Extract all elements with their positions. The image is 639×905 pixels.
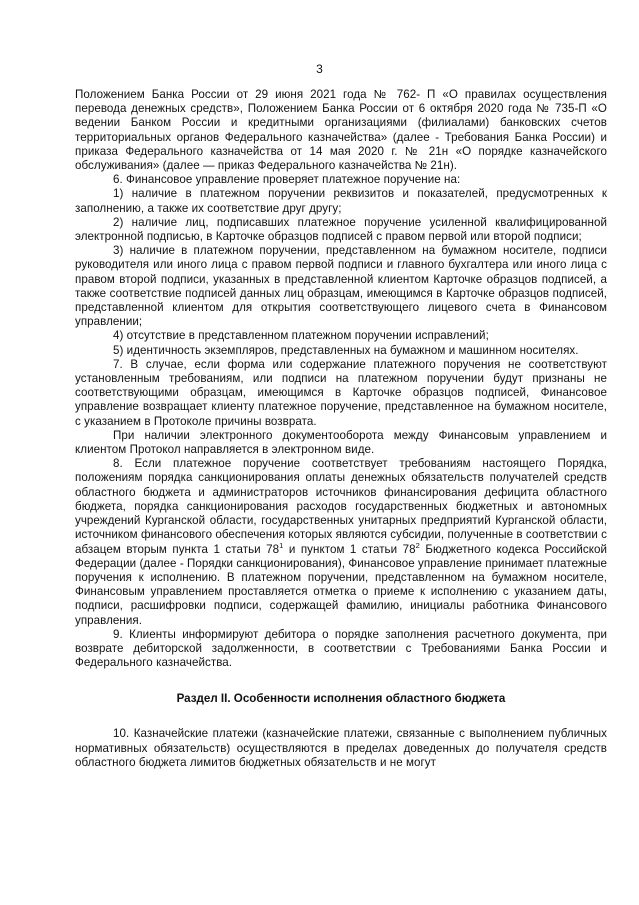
paragraph-item-8-part-c: Бюджетного кодекса Российской Федерации (далее - Порядки санкционирования), Финансовое управление принимает платежные поручения к исполнению. В платежном поручении, представленном на бумажном носителе, Финансовым управлением проставляется отметка о приеме к исполнению с указанием даты, подписи, расшифровки подписи, содержащей фамилию, инициалы работника Финансового управления. [75, 542, 607, 627]
paragraph-item-8 [75, 457, 607, 627]
paragraph-item-10: 10. Казначейские платежи (казначейские платежи, связанные с выполнением публичных нормативных обязательств) осуществляются в пределах доведенных до получателя средств областного бюджета лимитов бюджетных обязательств и не могут [75, 727, 607, 769]
paragraph-subitem-5: 5) идентичность экземпляров, представленных на бумажном и машинном носителях. [113, 343, 579, 357]
superscript-2: 2 [415, 540, 420, 550]
superscript-1: 1 [279, 540, 284, 550]
paragraph-item-9: 9. Клиенты информируют дебитора о порядке заполнения расчетного документа, при возврате дебиторской задолженности, в соответствии с Требованиями Банка России и Федерального казначейства. [75, 627, 607, 670]
document-body [75, 62, 607, 770]
paragraph-item-8-part-b: и пунктом 1 статьи 78 [283, 542, 416, 556]
paragraph-continuation: Положением Банка России от 29 июня 2021 года № 762- П «О правилах осуществления перевода денежных средств», Положением Банка России от 6 октября 2020 года № 735-П «О ведении Банком России и кредитными организациями (филиалами) банковских счетов территориальных органов Федерального казначейства» (далее - Требования Банка России) и приказа Федерального казначейства от 14 мая 2020 г. № 21н «О порядке казначейского обслуживания» (далее — приказ Федерального казначейства № 21н). [75, 88, 607, 173]
paragraph-item-6: 6. Финансовое управление проверяет платежное поручение на: [113, 173, 461, 187]
paragraph-item-8-part-a: 8. Если платежное поручение соответствует требованиям настоящего Порядка, положениям порядка санкционирования оплаты денежных обязательств получателей средств областного бюджета и администраторов источников финансирования дефицита областного бюджета, порядка санкционирования расходов государственных бюджетных и автономных учреждений Курганской области, государственных унитарных предприятий Курганской области, источником финансового обеспечения которых являются субсидии, полученные в соответствии с абзацем вторым пункта 1 статьи 78 [75, 457, 607, 556]
paragraph-subitem-2: 2) наличие лиц, подписавших платежное поручение усиленной квалифицированной электронной подписью, в Карточке образцов подписей с правом первой или второй подписи; [75, 215, 607, 244]
paragraph-subitem-3: 3) наличие в платежном поручении, представленном на бумажном носителе, подписи руководителя или иного лица с правом первой подписи и главного бухгалтера или иного лица с правом второй подписи, указанных в представленной клиентом Карточке образцов подписей, а также соответствие подписей данных лиц образцам, имеющимся в Карточке образцов подписей, представленной клиентом для открытия соответствующего лицевого счета в Финансовом управлении; [75, 244, 607, 329]
paragraph-subitem-1: 1) наличие в платежном поручении реквизитов и показателей, предусмотренных к заполнению, а также их соответствие друг другу; [75, 187, 607, 215]
paragraph-subitem-4: 4) отсутствие в представленном платежном поручении исправлений; [113, 329, 489, 343]
paragraph-item-7: 7. В случае, если форма или содержание платежного поручения не соответствуют установленным требованиям, или подписи на платежном поручении будут признаны не соответствующими образцам, имеющимся в Карточке образцов подписей, Финансовое управление возвращает клиенту платежное поручение, представленное на бумажном носителе, с указанием в Протоколе причины возврата. [75, 357, 607, 428]
section-title: Раздел II. Особенности исполнения областного бюджета [176, 692, 506, 706]
paragraph-electronic-protocol: При наличии электронного документооборота между Финансовым управлением и клиентом Протокол направляется в электронном виде. [75, 428, 607, 457]
page-number: 3 [316, 62, 323, 76]
